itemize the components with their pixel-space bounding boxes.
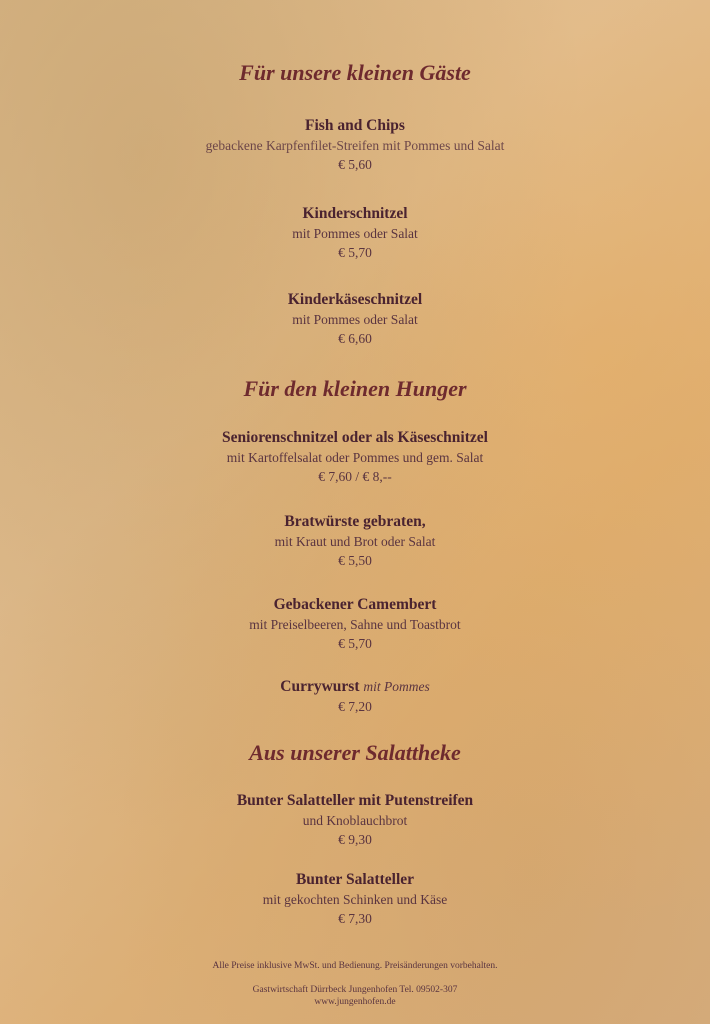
item-price: € 7,60 / € 8,-- — [318, 469, 392, 484]
item-name: Currywurst — [280, 678, 360, 695]
section-heading-kids: Für unsere kleinen Gäste — [239, 60, 471, 85]
menu-item-bratwuerste — [0, 512, 710, 570]
item-name: Gebackener Camembert — [273, 596, 437, 613]
item-price: € 7,20 — [338, 699, 372, 714]
item-name: Kinderschnitzel — [302, 205, 408, 222]
item-description: mit Kartoffelsalat oder Pommes und gem. Salat — [226, 450, 484, 465]
item-description: mit Preiselbeeren, Sahne und Toastbrot — [249, 617, 461, 632]
item-price: € 7,30 — [338, 911, 372, 926]
item-description: und Knoblauchbrot — [302, 813, 408, 828]
item-name: Kinderkäseschnitzel — [287, 291, 423, 308]
restaurant-website: www.jungenhofen.de — [314, 997, 396, 1007]
menu-item-salatteller-putenstreifen — [0, 791, 710, 849]
item-name: Bunter Salatteller — [295, 871, 415, 888]
menu-item-camembert — [0, 595, 710, 653]
menu-item-fish-and-chips — [0, 116, 710, 174]
item-name: Seniorenschnitzel oder als Käseschnitzel — [222, 429, 488, 446]
menu-item-kinderkaeseschnitzel — [0, 290, 710, 348]
item-price: € 5,50 — [338, 553, 372, 568]
item-name: Bratwürste gebraten, — [284, 513, 426, 530]
item-description: mit gekochten Schinken und Käse — [262, 892, 448, 907]
item-description: mit Kraut und Brot oder Salat — [274, 534, 436, 549]
menu-item-currywurst — [0, 677, 710, 716]
item-note: mit Pommes — [363, 679, 430, 694]
item-name-line — [0, 677, 710, 697]
section-heading-salad-bar: Aus unserer Salattheke — [249, 740, 461, 765]
item-price: € 5,60 — [338, 157, 372, 172]
item-price: € 5,70 — [338, 245, 372, 260]
menu-item-salatteller — [0, 870, 710, 928]
price-disclaimer: Alle Preise inklusive MwSt. und Bedienung. Preisänderungen vorbehalten. — [212, 961, 498, 971]
section-heading-small-hunger: Für den kleinen Hunger — [243, 376, 467, 401]
item-description: mit Pommes oder Salat — [292, 312, 418, 327]
item-price: € 9,30 — [338, 832, 372, 847]
menu-item-kinderschnitzel — [0, 204, 710, 262]
item-name: Fish and Chips — [305, 117, 405, 134]
item-description: gebackene Karpfenfilet-Streifen mit Pommes und Salat — [205, 138, 505, 153]
item-name: Bunter Salatteller mit Putenstreifen — [236, 792, 474, 809]
item-description: mit Pommes oder Salat — [292, 226, 418, 241]
menu-item-seniorenschnitzel — [0, 428, 710, 486]
item-price: € 6,60 — [338, 331, 372, 346]
restaurant-address: Gastwirtschaft Dürrbeck Jungenhofen Tel. 09502-307 — [252, 985, 458, 995]
item-price: € 5,70 — [338, 636, 372, 651]
